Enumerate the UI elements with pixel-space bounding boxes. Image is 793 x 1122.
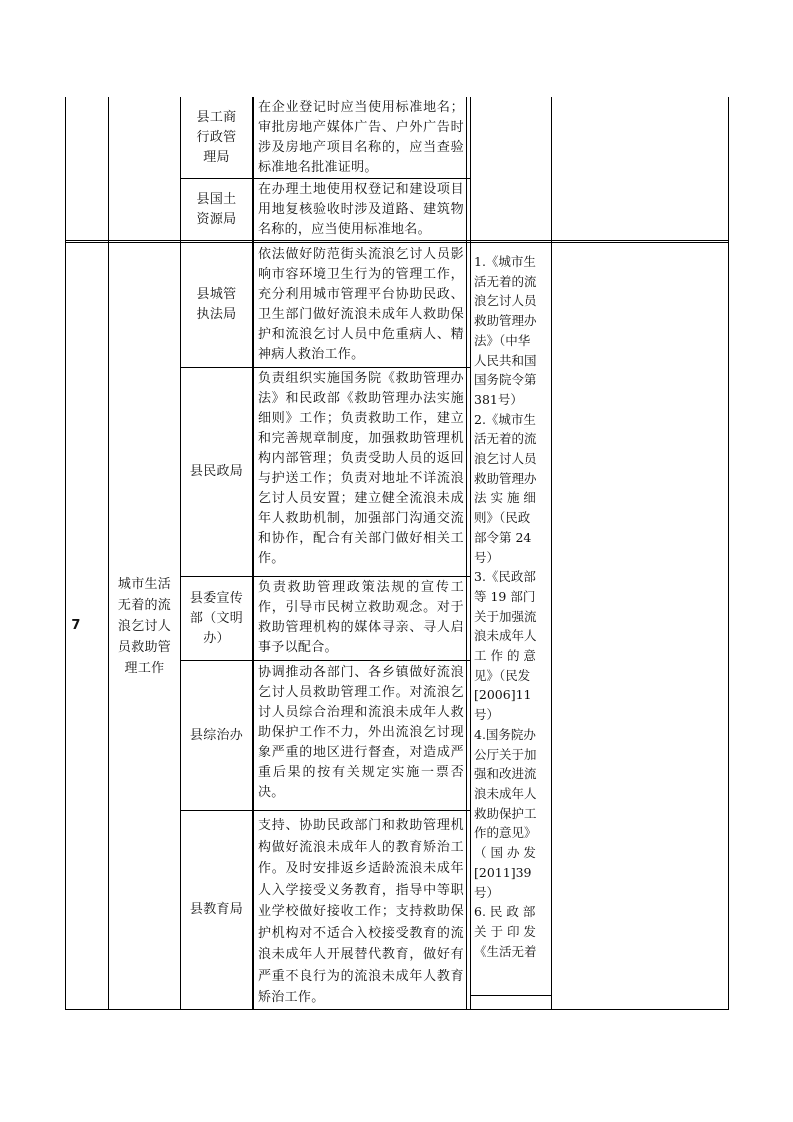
department-cell: 县教育局	[189, 902, 244, 917]
department-cell: 县国土 资源局	[196, 191, 237, 227]
department-cell: 县城管 执法局	[196, 287, 237, 322]
duty-cell: 负责救助管理政策法规的宣传工作，引导市民树立救助观念。对于救助管理机构的媒体寻亲、寻人启事予以配合。	[258, 580, 464, 655]
department-cell: 县民政局	[189, 464, 244, 479]
table-border-right	[728, 97, 729, 1010]
table-border-bottom	[65, 1009, 728, 1010]
item-number: 7	[71, 618, 81, 633]
duty-cell: 在办理土地使用权登记和建设项目用地复核验收时涉及道路、建筑物名称的，应当使用标准地名。	[258, 182, 464, 237]
duty-cell: 支持、协助民政部门和救助管理机构做好流浪未成年人的教育矫治工作。及时安排返乡适龄流浪未成年人入学接受义务教育，指导中等职业学校做好接收工作；支持救助保护机构对不适合入校接受教育的流浪未成年人开展替代教育，做好有严重不良行为的流浪未成年人教育矫治工作。	[258, 818, 464, 1005]
duty-cell: 负责组织实施国务院《救助管理办法》和民政部《救助管理办法实施细则》工作；负责救助工作，建立和完善规章制度，加强救助管理机构内部管理；负责受助人员的返回与护送工作；负责对地址不详流浪乞讨人员安置；建立健全流浪未成年人救助机制，加强部门沟通交流和协作，配合有关部门做好相关工作。	[258, 371, 464, 566]
table-border	[466, 97, 467, 1010]
department-cell: 县委宣传 部（文明 办）	[189, 590, 244, 646]
department-cell: 县工商 行政管 理局	[196, 110, 237, 165]
duty-cell: 协调推动各部门、各乡镇做好流浪乞讨人员救助管理工作。对流浪乞讨人员综合治理和流浪未成年人救助保护工作不力，外出流浪乞讨现象严重的地区进行督查，对造成严重后果的按有关规定实施一票否决。	[258, 665, 464, 800]
table-border	[253, 97, 254, 1010]
duty-cell: 在企业登记时应当使用标准地名；审批房地产媒体广告、户外广告时涉及房地产项目名称的，应当查验标准地名批准证明。	[258, 100, 464, 175]
duty-cell: 依法做好防范街头流浪乞讨人员影响市容环境卫生行为的管理工作，充分利用城市管理平台协助民政、卫生部门做好流浪未成年人救助保护和流浪乞讨人员中危重病人、精神病人救治工作。	[258, 247, 464, 362]
table-row-divider	[65, 240, 728, 241]
department-cell: 县综治办	[189, 727, 244, 743]
table-border	[470, 97, 471, 1010]
table-border	[551, 97, 552, 1010]
item-name: 城市生活 无着的流 浪乞讨人 员救助管 理工作	[117, 576, 172, 676]
legal-basis-cell: 1.《城市生 活无着的流 浪乞讨人员 救助管理办 法》（中华 人民共和国 国务院令第 381号） 2.《城市生 活无着的流 浪乞讨人员 救助管理办 法 实 施 细 则》（民政 部令第 24 号） 3.《民政部 等 19 部门 关于加强流 浪未成年人 工 作 的 意 见》（民发 [2006]11 号） 4.国务院办 公厅关于加 强和改进流 浪未成年人 救助保护工 作的意见》 （ 国 办 发 [2011]39 号） 6. 民 政 部 关 于 印 发 《生活无着	[474, 254, 537, 959]
